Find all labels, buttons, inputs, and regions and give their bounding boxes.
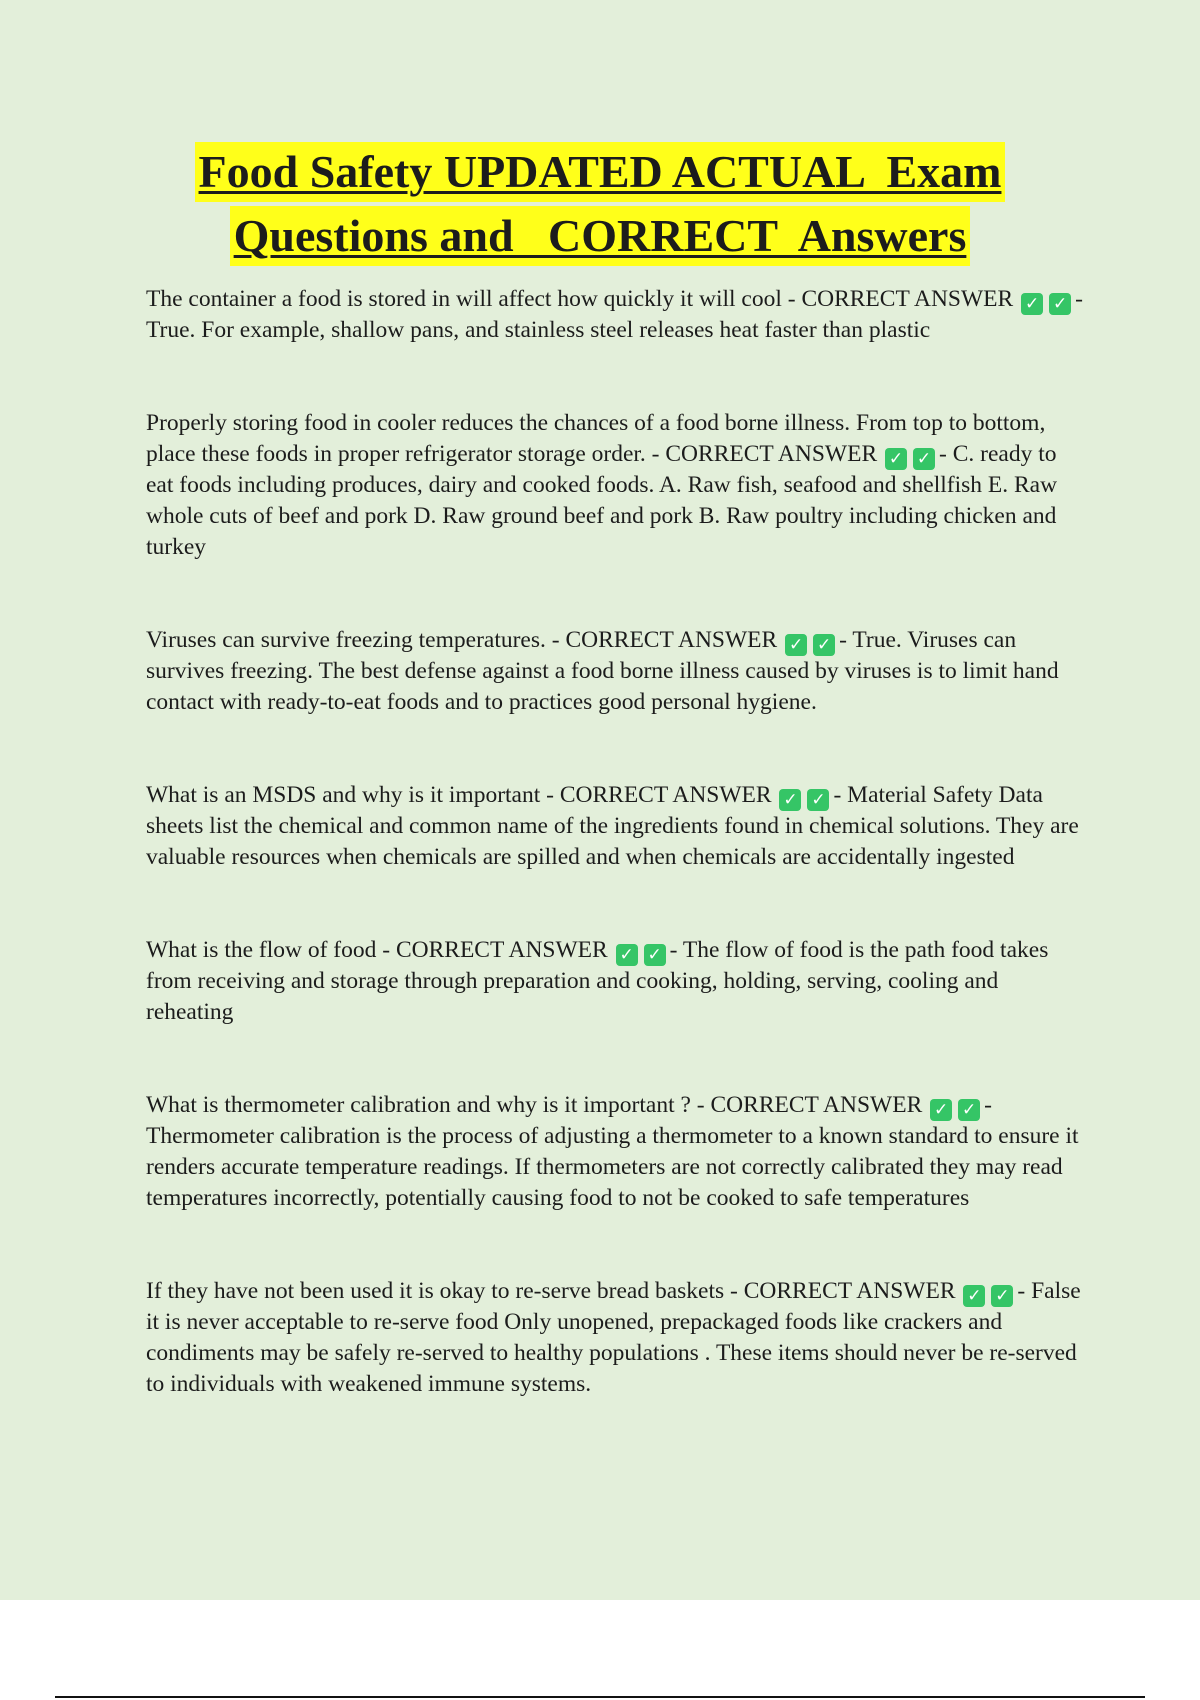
check-mark-icon: ✓ [913,448,935,470]
check-mark-icon: ✓ [813,634,835,656]
question-text: What is the flow of food - CORRECT ANSWER [146,937,608,963]
check-mark-icon: ✓ [807,789,829,811]
answer-text: - Material Safety Data sheets list the chemical and common name of the ingredients found in chemical solutions. They are valuable resources when chemicals are spilled and when chemicals are accidentally ingested [146,782,1079,870]
qa-item-4 [146,780,1086,873]
check-mark-icon: ✓ [958,1099,980,1121]
answer-text: - The flow of food is the path food takes from receiving and storage through preparation and cooking, holding, serving, cooling and reheating [146,937,1049,1025]
qa-item-6 [146,1090,1086,1214]
qa-item-5 [146,935,1086,1028]
qa-item-2 [146,408,1086,563]
answer-text: - Thermometer calibration is the process of adjusting a thermometer to a known standard to ensure it renders accurate temperature readings. If thermometers are not correctly calibrated they may read temperatures incorrectly, potentially causing food to not be cooked to safe temperatures [146,1092,1079,1211]
answer-text: - False it is never acceptable to re-serve food Only unopened, prepackaged foods like crackers and condiments may be safely re-served to healthy populations . These items should never be re-served to individuals with weakened immune systems. [146,1278,1081,1397]
check-mark-icon: ✓ [963,1285,985,1307]
question-text: Viruses can survive freezing temperatures. - CORRECT ANSWER [146,627,778,653]
title-line-2: Questions and CORRECT Answers [230,206,971,266]
check-mark-icon: ✓ [930,1099,952,1121]
answer-text: - C. ready to eat foods including produces, dairy and cooked foods. A. Raw fish, seafood and shellfish E. Raw whole cuts of beef and pork D. Raw ground beef and pork B. Raw poultry including chicken and turkey [146,441,1058,560]
check-mark-icon: ✓ [1049,293,1071,315]
answer-text: - True. Viruses can survives freezing. The best defense against a food borne illness caused by viruses is to limit hand contact with ready-to-eat foods and to practices good personal hygiene. [146,627,1059,715]
answer-text: - True. For example, shallow pans, and stainless steel releases heat faster than plastic [146,286,1083,343]
check-mark-icon: ✓ [885,448,907,470]
check-mark-icon: ✓ [991,1285,1013,1307]
check-mark-icon: ✓ [616,944,638,966]
footer-rule [55,1696,1145,1698]
qa-item-3 [146,625,1086,718]
title-line-1: Food Safety UPDATED ACTUAL Exam [195,142,1006,202]
document-title [0,142,1200,266]
question-text: The container a food is stored in will affect how quickly it will cool - CORRECT ANSWER [146,286,1014,312]
question-text: What is thermometer calibration and why is it important ? - CORRECT ANSWER [146,1092,923,1118]
qa-item-7 [146,1276,1086,1400]
check-mark-icon: ✓ [785,634,807,656]
question-text: If they have not been used it is okay to re-serve bread baskets - CORRECT ANSWER [146,1278,956,1304]
qa-item-1 [146,284,1086,346]
check-mark-icon: ✓ [644,944,666,966]
question-text: Properly storing food in cooler reduces the chances of a food borne illness. From top to bottom, place these foods in proper refrigerator storage order. - CORRECT ANSWER [146,410,1046,467]
question-text: What is an MSDS and why is it important - CORRECT ANSWER [146,782,772,808]
check-mark-icon: ✓ [779,789,801,811]
check-mark-icon: ✓ [1021,293,1043,315]
qa-list [146,284,1086,1400]
